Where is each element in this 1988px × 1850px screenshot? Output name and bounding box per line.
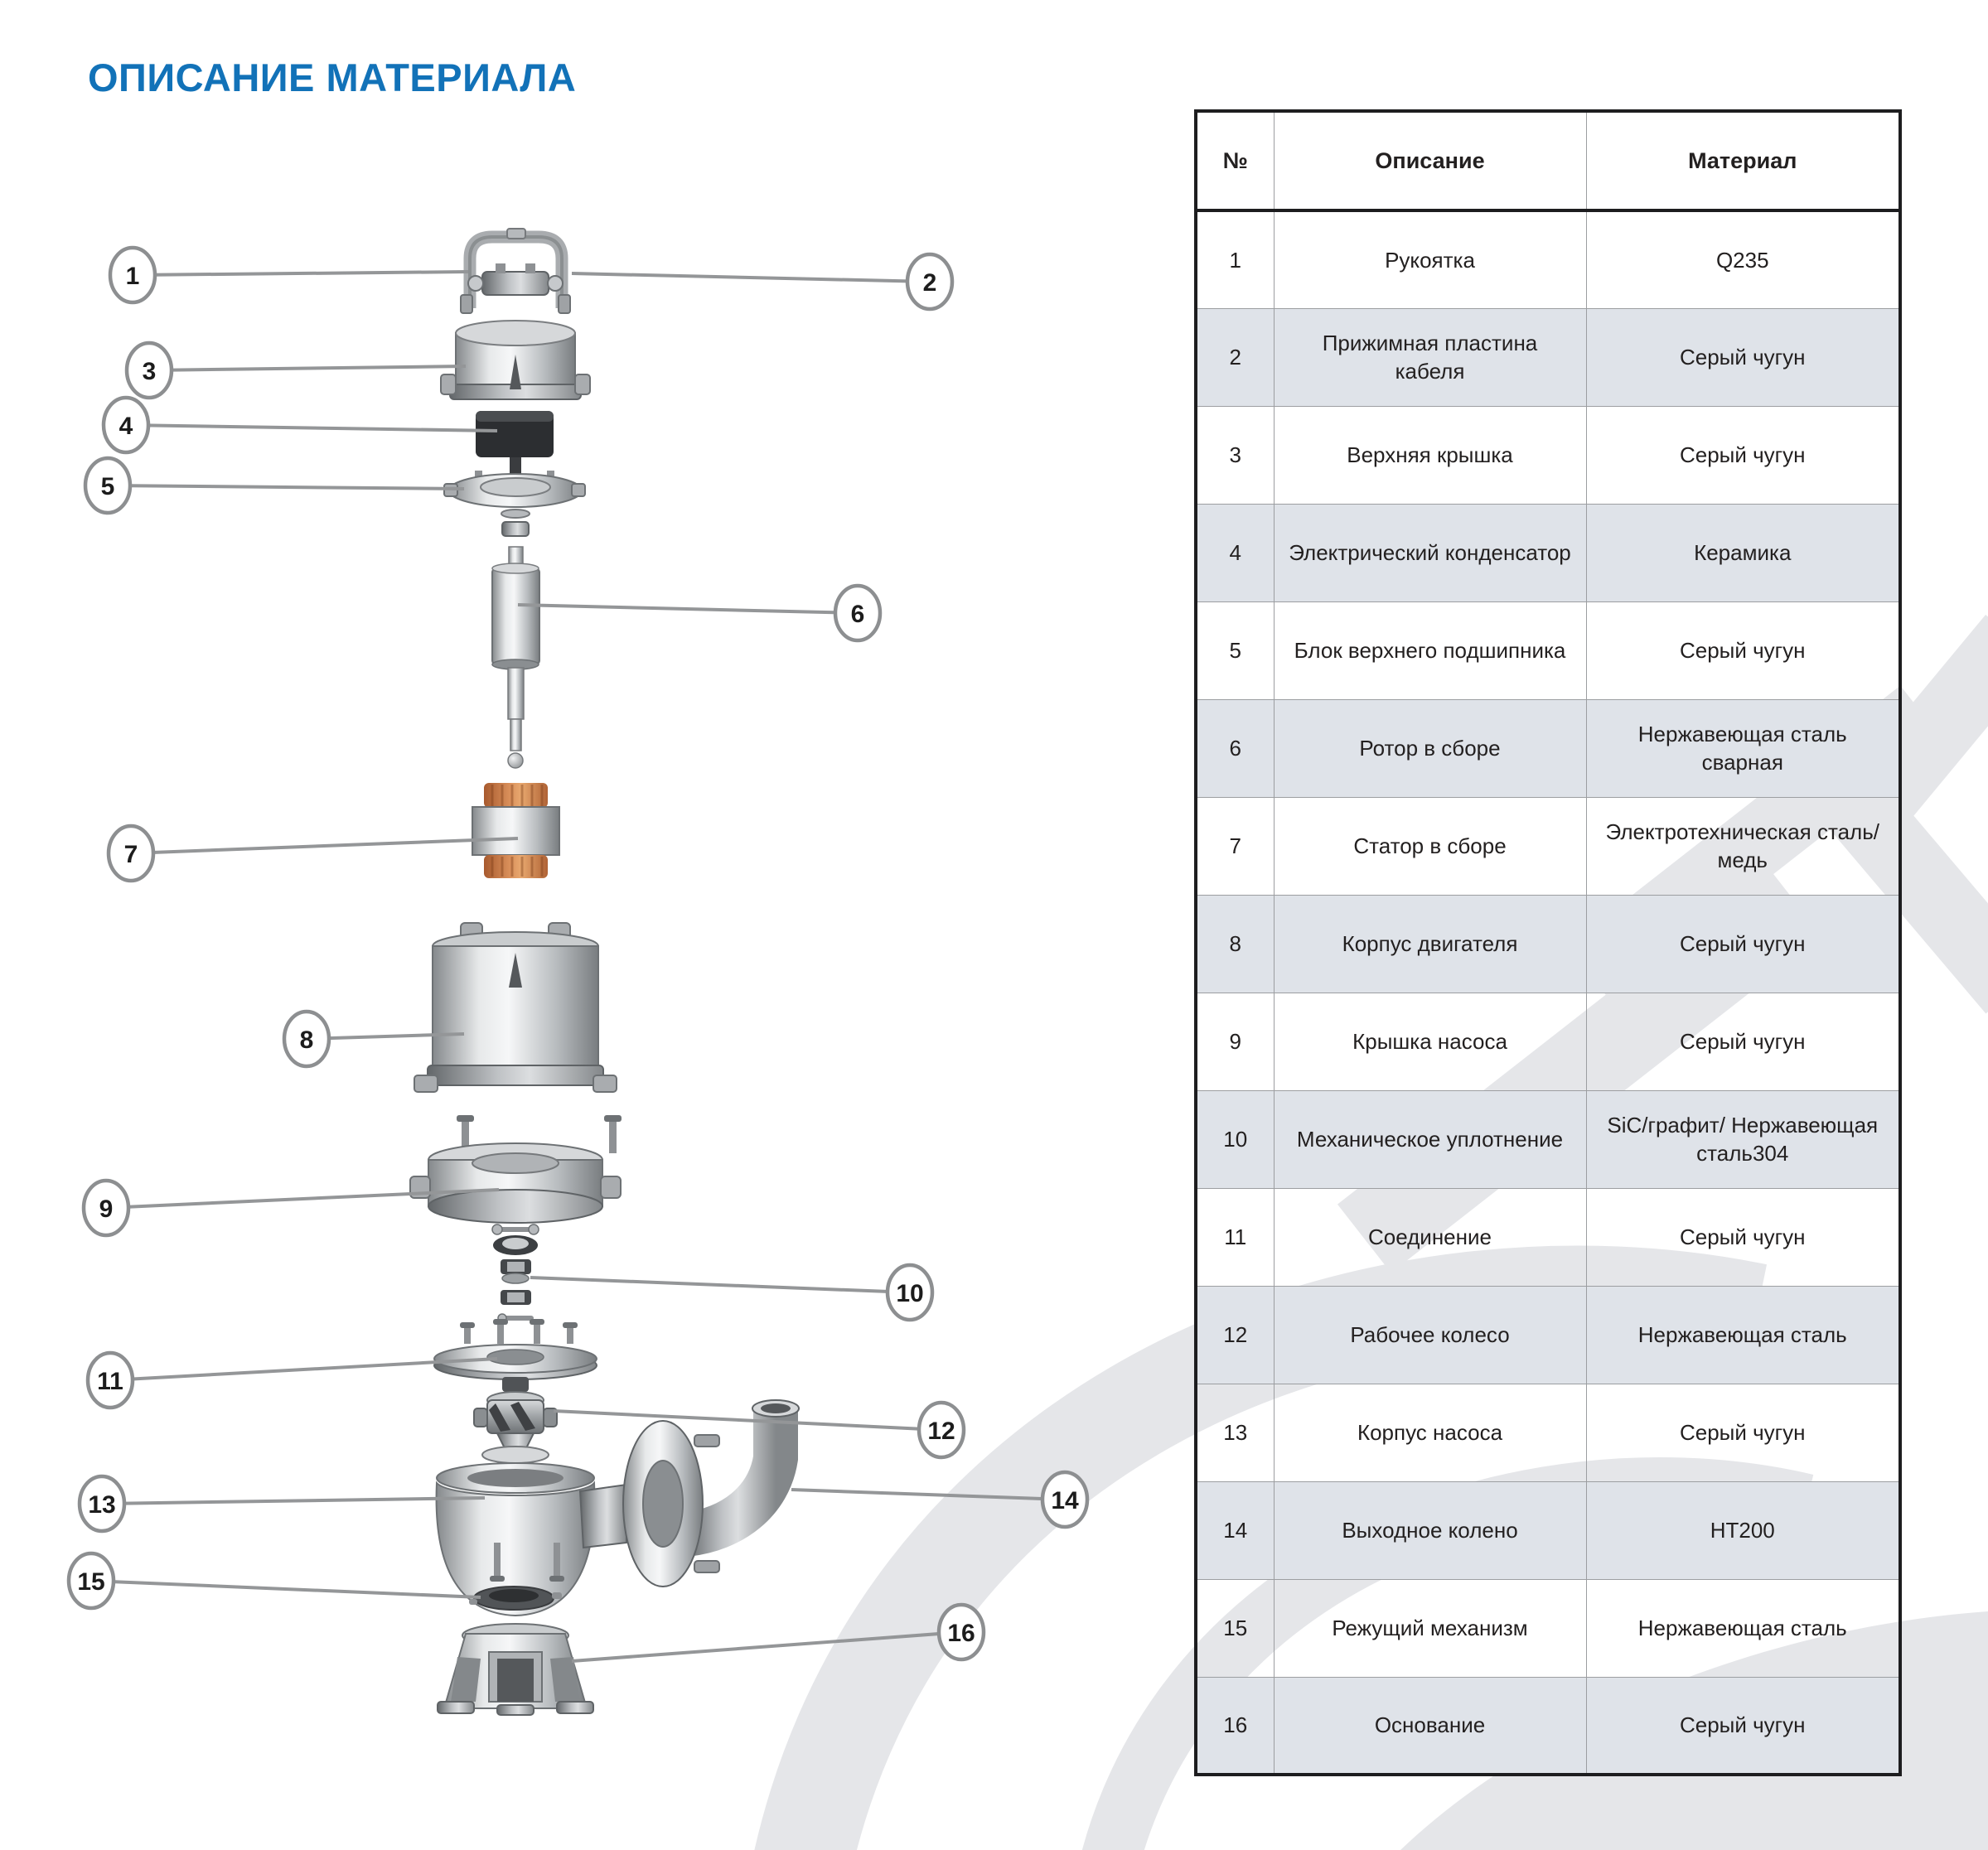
part-base [438,1624,593,1715]
header-description: Описание [1274,111,1586,210]
part-mechanical-seal [492,1224,539,1322]
svg-text:5: 5 [100,473,115,500]
cell-description: Верхняя крышка [1274,406,1586,504]
cell-number: 3 [1196,406,1274,504]
cell-number: 13 [1196,1384,1274,1481]
cell-description: Механическое уплотнение [1274,1090,1586,1188]
cell-material: SiC/графит/ Нержавеющая сталь304 [1586,1090,1900,1188]
cell-number: 2 [1196,308,1274,406]
cell-material: HT200 [1586,1481,1900,1579]
part-capacitor [476,411,554,479]
cell-number: 15 [1196,1579,1274,1677]
part-outlet-elbow [623,1400,799,1587]
callout-3 [127,343,466,398]
cell-description: Электрический конденсатор [1274,504,1586,601]
cell-description: Режущий механизм [1274,1579,1586,1677]
callout-4 [104,398,497,452]
cell-description: Основание [1274,1677,1586,1775]
part-cable-clamp-plate [468,263,563,295]
part-upper-bearing-block [444,471,585,536]
cell-description: Корпус насоса [1274,1384,1586,1481]
part-rotor [492,547,539,768]
callout-10 [530,1265,932,1320]
cell-description: Прижимная пластина кабеля [1274,308,1586,406]
svg-text:4: 4 [119,413,133,440]
part-impeller [474,1392,557,1463]
cell-description: Ротор в сборе [1274,699,1586,797]
callout-7 [109,826,518,881]
cell-material: Нержавеющая сталь сварная [1586,699,1900,797]
cell-description: Рабочее колесо [1274,1286,1586,1384]
cell-number: 4 [1196,504,1274,601]
part-top-cover [441,321,590,399]
cell-description: Соединение [1274,1188,1586,1286]
cell-number: 10 [1196,1090,1274,1188]
callout-2 [572,254,952,309]
callout-16 [572,1605,984,1661]
cell-material: Серый чугун [1586,406,1900,504]
cell-description: Корпус двигателя [1274,895,1586,993]
cell-number: 7 [1196,797,1274,895]
cell-material: Нержавеющая сталь [1586,1579,1900,1677]
callout-14 [791,1472,1087,1527]
cell-description: Рукоятка [1274,210,1586,308]
callout-1 [110,248,468,302]
callout-5 [85,458,464,513]
cell-number: 12 [1196,1286,1274,1384]
callout-6 [518,586,880,640]
svg-text:8: 8 [299,1026,314,1054]
cell-material: Серый чугун [1586,1384,1900,1481]
cell-material: Нержавеющая сталь [1586,1286,1900,1384]
cell-material: Серый чугун [1586,895,1900,993]
callout-11 [88,1353,497,1408]
cell-number: 11 [1196,1188,1274,1286]
cell-material: Электротехническая сталь/медь [1586,797,1900,895]
cell-material: Серый чугун [1586,993,1900,1090]
callout-13 [80,1476,485,1531]
header-number: № [1196,111,1274,210]
cell-number: 9 [1196,993,1274,1090]
svg-text:13: 13 [88,1491,116,1519]
cell-number: 14 [1196,1481,1274,1579]
cell-material: Q235 [1586,210,1900,308]
svg-text:12: 12 [927,1418,955,1445]
cell-description: Блок верхнего подшипника [1274,601,1586,699]
cell-material: Серый чугун [1586,601,1900,699]
cell-description: Крышка насоса [1274,993,1586,1090]
svg-text:1: 1 [125,263,140,290]
svg-text:10: 10 [896,1280,924,1307]
part-pump-cover [410,1115,622,1223]
svg-text:6: 6 [850,601,865,628]
part-coupling [434,1319,597,1392]
callout-15 [69,1553,481,1608]
svg-text:15: 15 [77,1568,105,1596]
header-material: Материал [1586,111,1900,210]
cell-number: 6 [1196,699,1274,797]
page-title: ОПИСАНИЕ МАТЕРИАЛА [88,56,577,99]
svg-text:11: 11 [97,1368,123,1395]
svg-text:7: 7 [123,841,138,868]
part-stator [472,783,559,878]
cell-number: 16 [1196,1677,1274,1775]
svg-text:3: 3 [142,358,157,385]
cell-number: 5 [1196,601,1274,699]
svg-text:14: 14 [1051,1487,1079,1514]
svg-text:2: 2 [922,269,937,297]
part-motor-housing [414,923,617,1092]
cell-description: Выходное колено [1274,1481,1586,1579]
svg-text:9: 9 [99,1195,114,1223]
cell-material: Серый чугун [1586,1188,1900,1286]
svg-text:16: 16 [947,1620,975,1647]
cell-material: Керамика [1586,504,1900,601]
cell-number: 8 [1196,895,1274,993]
cell-description: Статор в сборе [1274,797,1586,895]
cell-material: Серый чугун [1586,1677,1900,1775]
cell-number: 1 [1196,210,1274,308]
cell-material: Серый чугун [1586,308,1900,406]
